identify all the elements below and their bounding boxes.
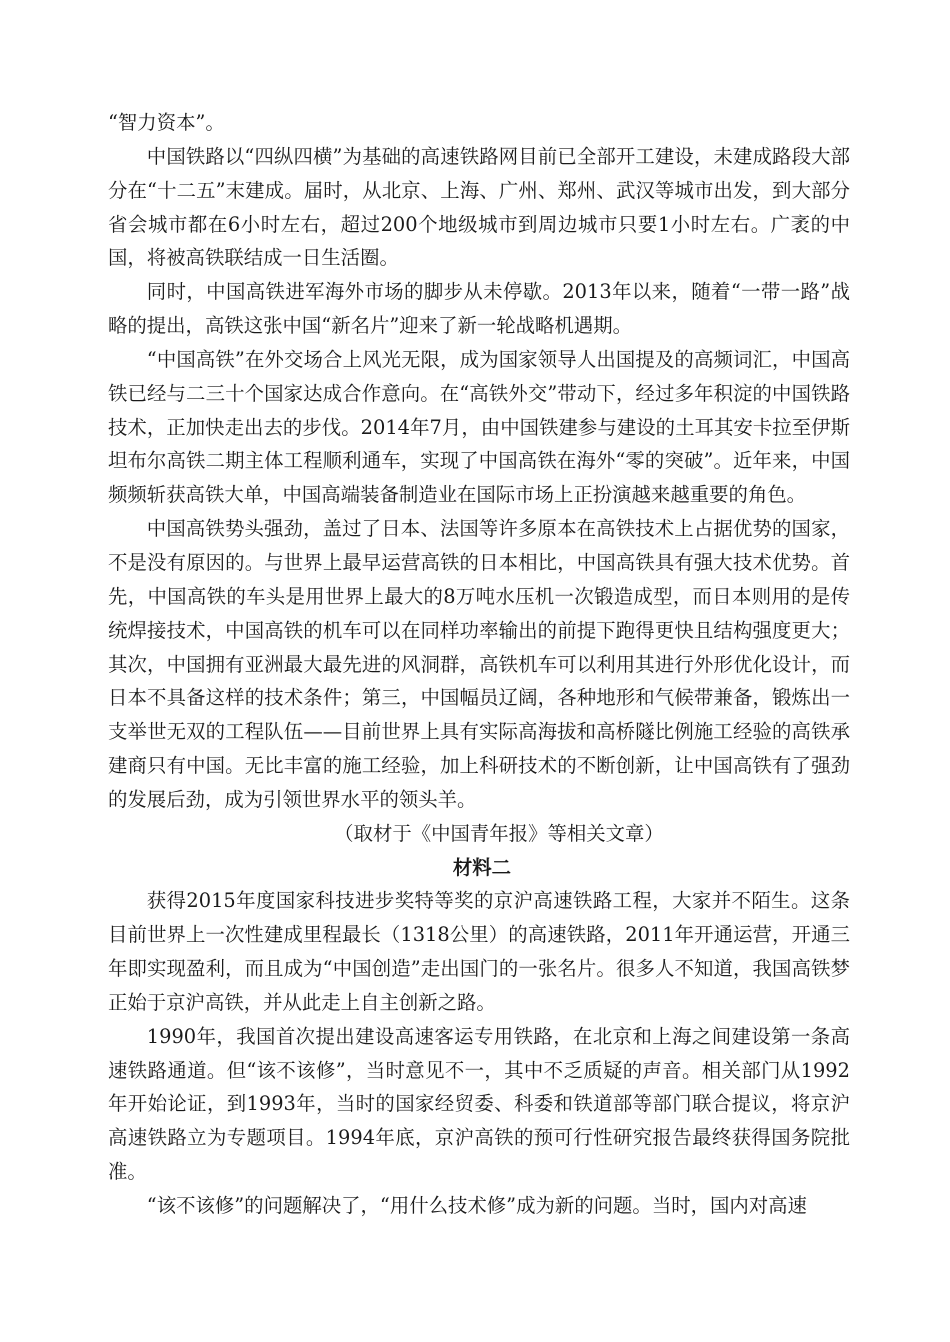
paragraph-rail-network: 中国铁路以“四纵四横”为基础的高速铁路网目前已全部开工建设，未建成路段大部分在“十二五”末建成。届时，从北京、上海、广州、郑州、武汉等城市出发，到大部分省会城市都在6小时左右，超过200个地级城市到周边城市只要1小时左右。广袤的中国，将被高铁联结成一日生活圈。: [108, 144, 850, 270]
source-note: （取材于《中国青年报》等相关文章）: [334, 821, 664, 845]
paragraph-overseas-market: 同时，中国高铁进军海外市场的脚步从未停歇。2013年以来，随着“一带一路”战略的提出，高铁这张中国“新名片”迎来了新一轮战略机遇期。: [108, 280, 850, 338]
paragraph-technical-advantage: 中国高铁势头强劲，盖过了日本、法国等许多原本在高铁技术上占据优势的国家，不是没有原因的。与世界上最早运营高铁的日本相比，中国高铁具有强大技术优势。首先，中国高铁的车头是用世界上最大的8万吨水压机一次锻造成型，而日本则用的是传统焊接技术，中国高铁的机车可以在同样功率输出的前提下跑得更快且结构强度更大；其次，中国拥有亚洲最大最先进的风洞群，高铁机车可以利用其进行外形优化设计，而日本不具备这样的技术条件；第三，中国幅员辽阔，各种地形和气候带兼备，锻炼出一支举世无双的工程队伍——目前世界上具有实际高海拔和高桥隧比例施工经验的高铁承建商只有中国。无比丰富的施工经验，加上科研技术的不断创新，让中国高铁有了强劲的发展后劲，成为引领世界水平的领头羊。: [108, 517, 850, 811]
paragraph-rail-diplomacy: “中国高铁”在外交场合上风光无限，成为国家领导人出国提及的高频词汇，中国高铁已经与二三十个国家达成合作意向。在“高铁外交”带动下，经过多年积淀的中国铁路技术，正加快走出去的步伐。2014年7月，由中国铁建参与建设的土耳其安卡拉至伊斯坦布尔高铁二期主体工程顺利通车，实现了中国高铁在海外“零的突破”。近年来，中国频频斩获高铁大单，中国高端装备制造业在国际市场上正扮演越来越重要的角色。: [108, 347, 850, 507]
paragraph-technology-question: “该不该修”的问题解决了，“用什么技术修”成为新的问题。当时，国内对高速: [146, 1194, 807, 1217]
paragraph-intellectual-capital: “智力资本”。: [108, 111, 225, 134]
paragraph-1990-history: 1990年，我国首次提出建设高速客运专用铁路，在北京和上海之间建设第一条高速铁路通道。但“该不该修”，当时意见不一，其中不乏质疑的声音。相关部门从1992年开始论证，到1993年，当时的国家经贸委、科委和铁道部等部门联合提议，将京沪高速铁路立为专题项目。1994年底，京沪高铁的预可行性研究报告最终获得国务院批准。: [108, 1024, 850, 1184]
document-page: [108, 106, 850, 1223]
paragraph-jinghu-railway: 获得2015年度国家科技进步奖特等奖的京沪高速铁路工程，大家并不陌生。这条目前世界上一次性建成里程最长（1318公里）的高速铁路，2011年开通运营，开通三年即实现盈利，而且成为“中国创造”走出国门的一张名片。很多人不知道，我国高铁梦正始于京沪高铁，并从此走上自主创新之路。: [108, 889, 850, 1014]
section-heading: 材料二: [452, 855, 512, 879]
